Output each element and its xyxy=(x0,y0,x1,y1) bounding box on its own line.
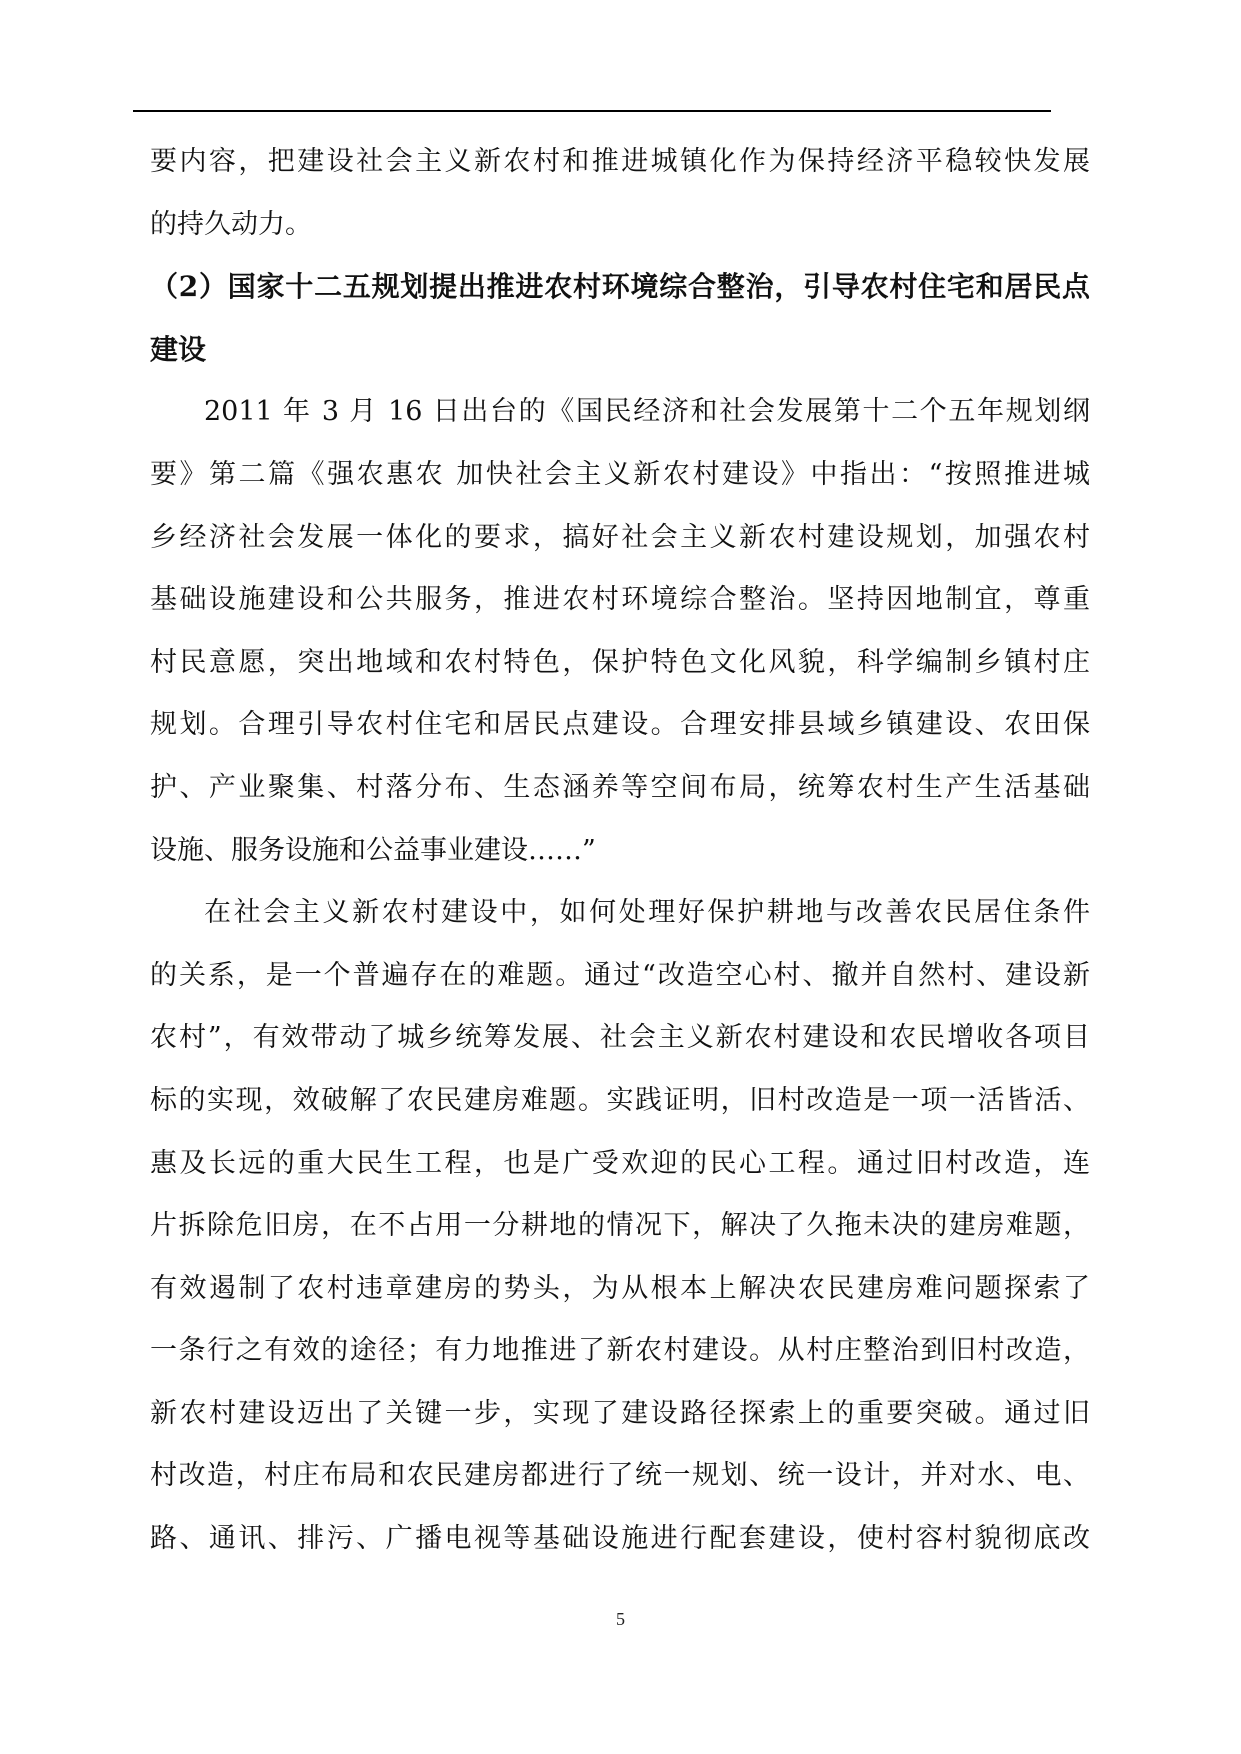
text-line: 要内容，把建设社会主义新农村和推进城镇化作为保持经济平稳较快发展 xyxy=(150,146,1090,177)
text-line: 规划。合理引导农村住宅和居民点建设。合理安排县域乡镇建设、农田保 xyxy=(150,709,1090,741)
text-line: 标的实现，效破解了农民建房难题。实践证明，旧村改造是一项一活皆活、 xyxy=(150,1084,1090,1116)
text-line: 农村”，有效带动了城乡统筹发展、社会主义新农村建设和农民增收各项目 xyxy=(150,1022,1090,1054)
text-line: 惠及长远的重大民生工程，也是广受欢迎的民心工程。通过旧村改造，连 xyxy=(150,1147,1090,1179)
text-line: 的持久动力。 xyxy=(150,208,312,240)
paragraph-village-renovation xyxy=(150,882,1090,1571)
section-heading xyxy=(150,256,1090,381)
text-line: 有效遏制了农村违章建房的势头，为从根本上解决农民建房难问题探索了 xyxy=(150,1272,1090,1304)
text-line: 片拆除危旧房，在不占用一分耕地的情况下，解决了久拖未决的建房难题， xyxy=(150,1210,1090,1242)
continuation-paragraph xyxy=(150,131,1090,256)
text-line: 路、通讯、排污、广播电视等基础设施进行配套建设，使村容村貌彻底改 xyxy=(150,1523,1090,1555)
text-line: 村民意愿，突出地域和农村特色，保护特色文化风貌，科学编制乡镇村庄 xyxy=(150,646,1090,678)
text-line: 护、产业聚集、村落分布、生态涵养等空间布局，统筹农村生产生活基础 xyxy=(150,771,1090,803)
text-line: 2011 年 3 月 16 日出台的《国民经济和社会发展第十二个五年规划纲 xyxy=(204,396,1090,428)
heading-line: （2）国家十二五规划提出推进农村环境综合整治，引导农村住宅和居民点 xyxy=(150,270,1090,304)
text-line: 的关系，是一个普遍存在的难题。通过“改造空心村、撤并自然村、建设新 xyxy=(150,959,1090,991)
text-line: 乡经济社会发展一体化的要求，搞好社会主义新农村建设规划，加强农村 xyxy=(150,521,1090,553)
text-line: 在社会主义新农村建设中，如何处理好保护耕地与改善农民居住条件 xyxy=(204,897,1090,929)
page-body xyxy=(150,131,1090,1571)
text-line: 设施、服务设施和公益事业建设……” xyxy=(150,834,596,866)
text-line: 村改造，村庄布局和农民建房都进行了统一规划、统一设计，并对水、电、 xyxy=(150,1460,1090,1492)
page-number: 5 xyxy=(616,1609,625,1629)
text-line: 要》第二篇《强农惠农 加快社会主义新农村建设》中指出：“按照推进城 xyxy=(150,458,1090,490)
text-line: 一条行之有效的途径；有力地推进了新农村建设。从村庄整治到旧村改造， xyxy=(150,1335,1090,1367)
paragraph-plan-outline xyxy=(150,381,1090,882)
text-line: 新农村建设迈出了关键一步，实现了建设路径探索上的重要突破。通过旧 xyxy=(150,1397,1090,1429)
heading-line: 建设 xyxy=(150,332,207,366)
header-rule xyxy=(133,110,1051,112)
text-line: 基础设施建设和公共服务，推进农村环境综合整治。坚持因地制宜，尊重 xyxy=(150,584,1090,616)
